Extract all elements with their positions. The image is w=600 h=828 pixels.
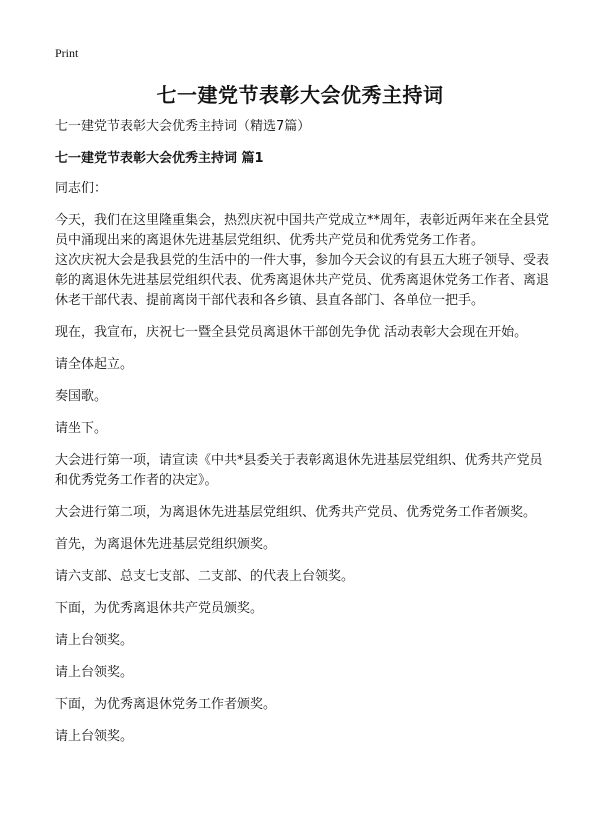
paragraph-item-two: 大会进行第二项，为离退休先进基层党组织、优秀共产党员、优秀党务工作者颁奖。 xyxy=(55,505,537,520)
paragraph-greeting: 同志们： xyxy=(55,181,108,196)
paragraph-award-members: 下面，为优秀离退休共产党员颁奖。 xyxy=(55,601,264,616)
paragraph-stand: 请全体起立。 xyxy=(55,357,134,372)
paragraph-sit: 请坐下。 xyxy=(55,421,108,436)
page-title: 七一建党节表彰大会优秀主持词 xyxy=(156,83,444,107)
paragraph-stage-3: 请上台领奖。 xyxy=(55,729,134,744)
section-heading: 七一建党节表彰大会优秀主持词 篇1 xyxy=(55,151,264,166)
paragraph-branch-reps: 请六支部、总支七支部、二支部、的代表上台领奖。 xyxy=(55,569,355,584)
document-subtitle: 七一建党节表彰大会优秀主持词（精选7篇） xyxy=(55,119,311,134)
paragraph-award-orgs: 首先，为离退休先进基层党组织颁奖。 xyxy=(55,537,277,552)
paragraph-anthem: 奏国歌。 xyxy=(55,389,108,404)
paragraph-item-one: 大会进行第一项，请宣读《中共*县委关于表彰离退休先进基层党组织、优秀共产党员和优秀党务工作者的决定》。 xyxy=(55,453,543,488)
paragraph-opening: 今天，我们在这里隆重集会，热烈庆祝中国共产党成立**周年，表彰近两年来在全县党员中涌现出来的离退休先进基层党组织、优秀共产党员和优秀党务工作者。 xyxy=(55,213,550,248)
print-label: Print xyxy=(55,46,79,60)
paragraph-announcement: 现在，我宣布，庆祝七一暨全县党员离退休干部创先争优 活动表彰大会现在开始。 xyxy=(55,325,528,340)
paragraph-stage-1: 请上台领奖。 xyxy=(55,633,134,648)
paragraph-stage-2: 请上台领奖。 xyxy=(55,665,134,680)
paragraph-attendees: 这次庆祝大会是我县党的生活中的一件大事，参加今天会议的有县五大班子领导、受表彰的离退休先进基层党组织代表、优秀离退休共产党员、优秀离退休党务工作者、离退休老干部代表、提前离岗干部代表和各乡镇、县直各部门、各单位一把手。 xyxy=(55,253,550,308)
paragraph-award-workers: 下面，为优秀离退休党务工作者颁奖。 xyxy=(55,697,277,712)
document-body xyxy=(55,117,555,759)
